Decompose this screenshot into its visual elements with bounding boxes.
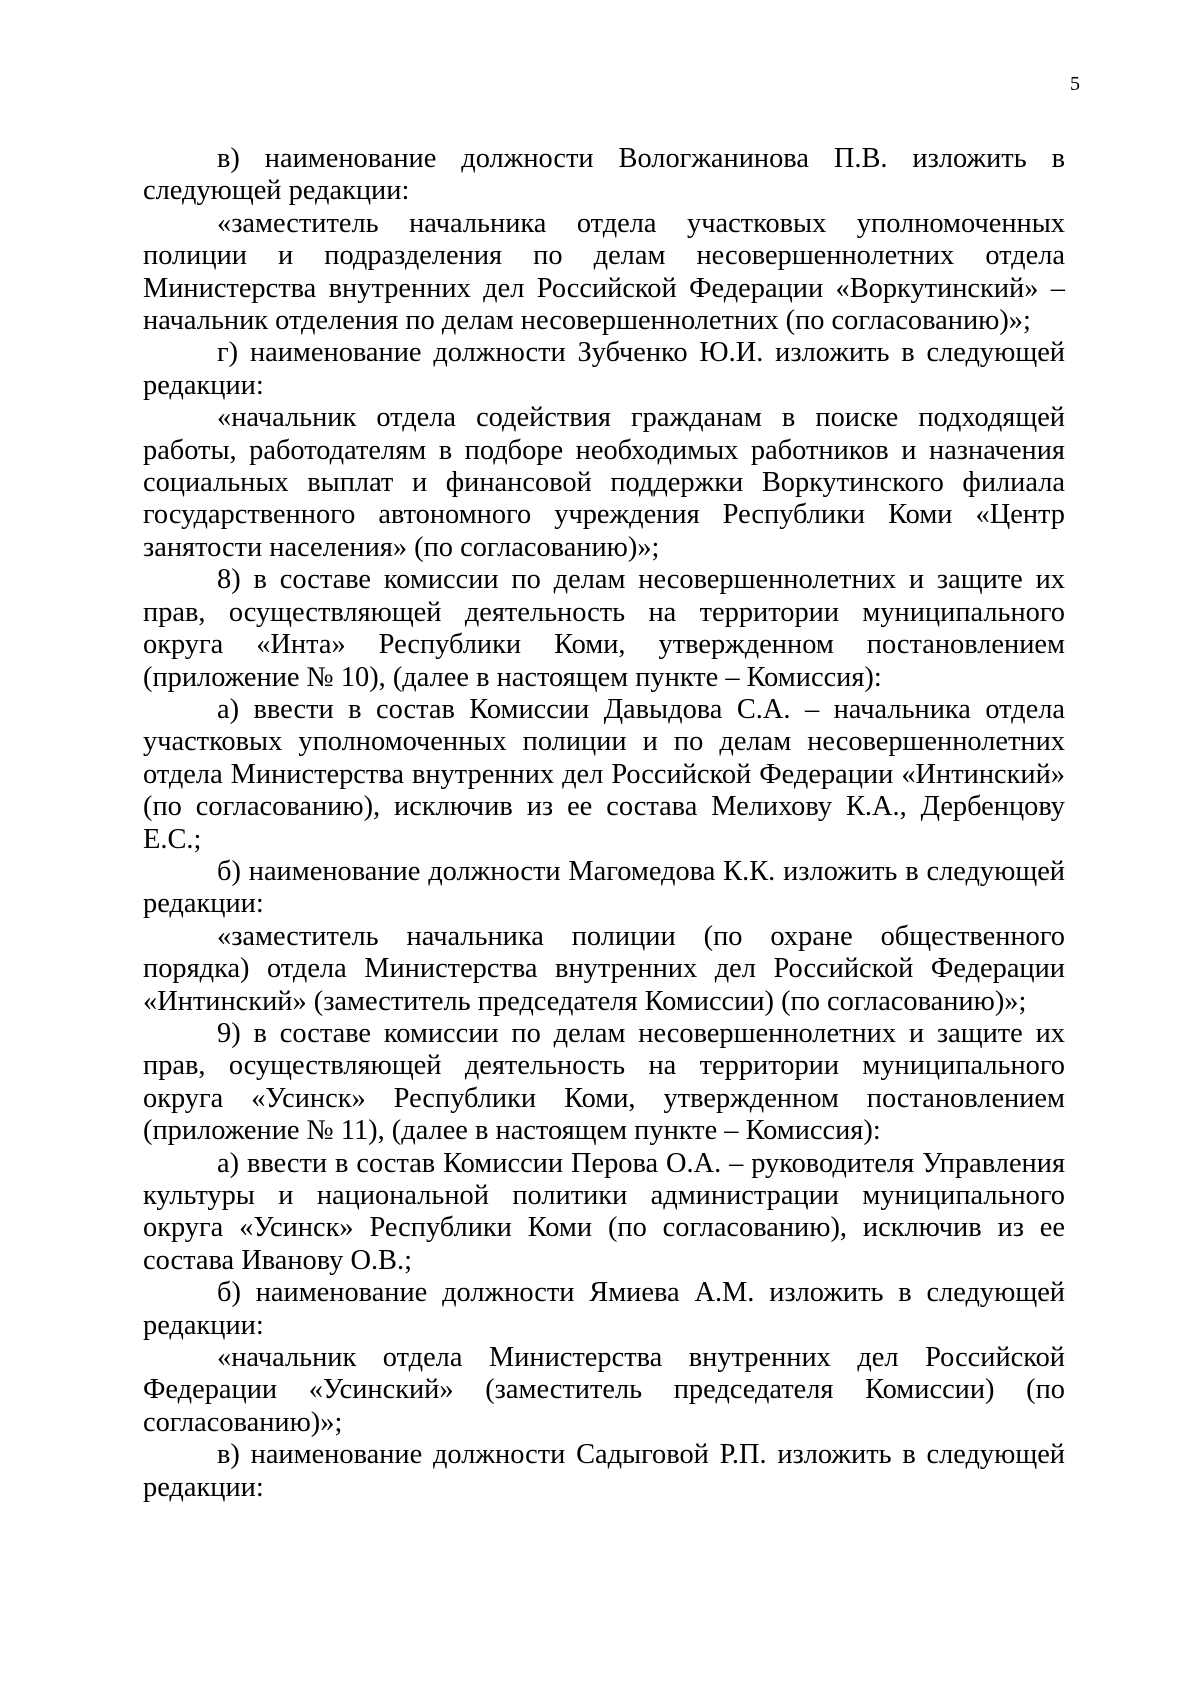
paragraph-item-v-sadygova: в) наименование должности Садыговой Р.П. изложить в следующей редакции: bbox=[143, 1439, 1065, 1503]
document-body bbox=[143, 143, 1065, 1504]
paragraph-vologzhaninov-new-title: «заместитель начальника отдела участковых уполномоченных полиции и подразделения по делам несовершеннолетних отдела Министерства внутренних дел Российской Федерации «Воркутинский» – начальник отделения по делам несовершеннолетних (по согласованию)»; bbox=[143, 207, 1065, 337]
paragraph-item-b-magomedov: б) наименование должности Магомедова К.К. изложить в следующей редакции: bbox=[143, 855, 1065, 920]
paragraph-item-v-vologzhaninov: в) наименование должности Вологжанинова П.В. изложить в следующей редакции: bbox=[143, 143, 1065, 207]
paragraph-item-a-perov: а) ввести в состав Комиссии Перова О.А. – руководителя Управления культуры и национальной политики администрации муниципального округа «Усинск» Республики Коми (по согласованию), исключив из ее состава Иванову О.В.; bbox=[143, 1147, 1065, 1276]
paragraph-item-a-davydov: а) ввести в состав Комиссии Давыдова С.А. – начальника отдела участковых уполномоченных полиции и по делам несовершеннолетних отдела Министерства внутренних дел Российской Федерации «Интинский» (по согласованию), исключив из ее состава Мелихову К.А., Дербенцову Е.С.; bbox=[143, 693, 1065, 855]
paragraph-item-b-yamiev: б) наименование должности Ямиева А.М. изложить в следующей редакции: bbox=[143, 1277, 1065, 1341]
paragraph-point-9-usinsk: 9) в составе комиссии по делам несовершеннолетних и защите их прав, осуществляющей деятельность на территории муниципального округа «Усинск» Республики Коми, утвержденном постановлением (приложение № 11), (далее в настоящем пункте – Комиссия): bbox=[143, 1017, 1065, 1147]
paragraph-item-g-zubchenko: г) наименование должности Зубченко Ю.И. изложить в следующей редакции: bbox=[143, 337, 1065, 401]
paragraph-magomedov-new-title: «заместитель начальника полиции (по охране общественного порядка) отдела Министерства внутренних дел Российской Федерации «Интинский» (заместитель председателя Комиссии) (по согласованию)»; bbox=[143, 920, 1065, 1017]
paragraph-zubchenko-new-title: «начальник отдела содействия гражданам в поиске подходящей работы, работодателям в подборе необходимых работников и назначения социальных выплат и финансовой поддержки Воркутинского филиала государственного автономного учреждения Республики Коми «Центр занятости населения» (по согласованию)»; bbox=[143, 402, 1065, 563]
paragraph-point-8-inta: 8) в составе комиссии по делам несовершеннолетних и защите их прав, осуществляющей деятельность на территории муниципального округа «Инта» Республики Коми, утвержденном постановлением (приложение № 10), (далее в настоящем пункте – Комиссия): bbox=[143, 564, 1065, 693]
paragraph-yamiev-new-title: «начальник отдела Министерства внутренних дел Российской Федерации «Усинский» (заместитель председателя Комиссии) (по согласованию)»; bbox=[143, 1342, 1065, 1438]
page-number: 5 bbox=[1070, 73, 1080, 95]
